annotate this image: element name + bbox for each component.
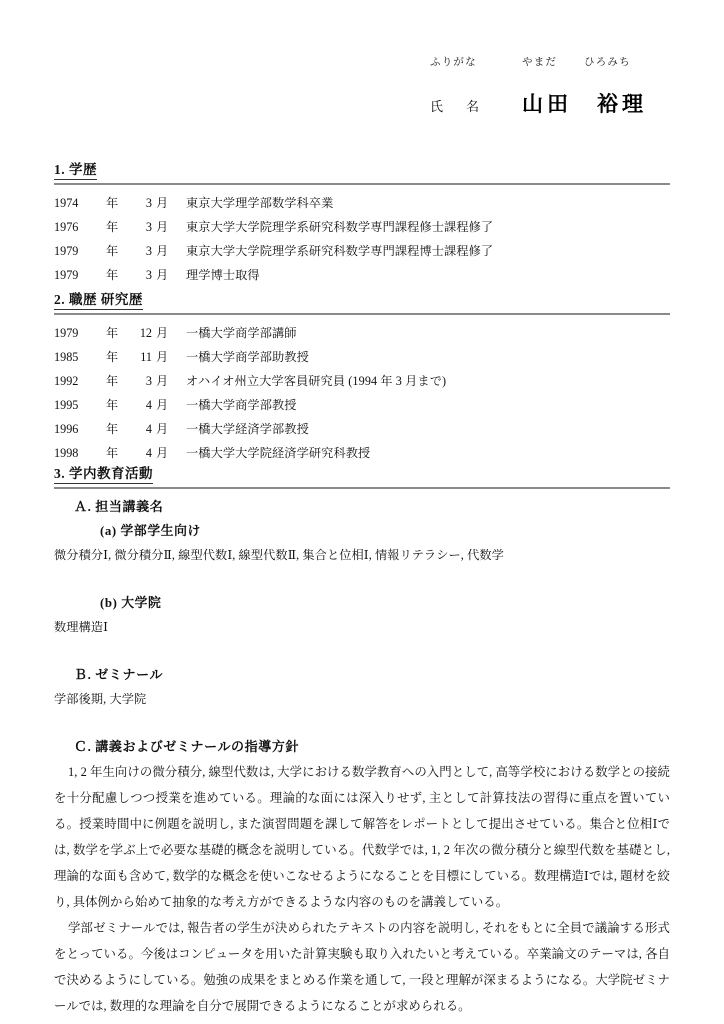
undergraduate-course-list: 微分積分Ⅰ, 微分積分Ⅱ, 線型代数Ⅰ, 線型代数Ⅱ, 集合と位相Ⅰ, 情報リテラシー, 代数学 xyxy=(54,548,504,562)
row-description: 一橋大学大学院経済学研究科教授 xyxy=(186,446,371,460)
row-year-unit: 年 xyxy=(106,244,119,258)
subsection-a-title: Ａ. 担当講義名 xyxy=(74,499,164,514)
section-divider xyxy=(54,313,670,315)
row-year-unit: 年 xyxy=(106,220,119,234)
table-row xyxy=(54,239,670,263)
row-year: 1992 xyxy=(54,374,79,388)
row-year-unit: 年 xyxy=(106,350,119,364)
row-month: 12 xyxy=(139,326,152,340)
table-row xyxy=(54,417,670,441)
row-month: 3 xyxy=(145,268,152,282)
row-month-unit: 月 xyxy=(156,220,169,234)
section-career-title: 2. 職歴 研究歴 xyxy=(54,288,143,310)
row-year: 1979 xyxy=(54,326,79,340)
row-year-unit: 年 xyxy=(106,268,119,282)
section-teaching-title: 3. 学内教育活動 xyxy=(54,462,153,484)
row-year: 1998 xyxy=(54,446,79,460)
table-row xyxy=(54,263,670,287)
row-year: 1985 xyxy=(54,350,79,364)
subsection-b-title: Ｂ. ゼミナール xyxy=(74,667,164,682)
name-label: 氏 名 xyxy=(430,99,485,114)
row-year-unit: 年 xyxy=(106,196,119,210)
section-education-title: 1. 学歴 xyxy=(54,158,97,180)
spacer xyxy=(54,567,670,591)
subsection-c-title: Ｃ. 講義およびゼミナールの指導方針 xyxy=(74,739,300,754)
graduate-course-list: 数理構造Ⅰ xyxy=(54,620,109,634)
row-year: 1979 xyxy=(54,244,79,258)
row-description: 理学博士取得 xyxy=(186,268,260,282)
table-row xyxy=(54,215,670,239)
row-month-unit: 月 xyxy=(156,422,169,436)
table-row xyxy=(54,321,670,345)
row-year-unit: 年 xyxy=(106,422,119,436)
row-month: 4 xyxy=(145,398,152,412)
row-year-unit: 年 xyxy=(106,398,119,412)
row-year-unit: 年 xyxy=(106,326,119,340)
seminar-list: 学部後期, 大学院 xyxy=(54,692,147,706)
row-description: 東京大学大学院理学系研究科数学専門課程博士課程修了 xyxy=(186,244,494,258)
table-row xyxy=(54,191,670,215)
table-row xyxy=(54,369,670,393)
furigana-givenname: ひろみち xyxy=(584,57,631,68)
row-month-unit: 月 xyxy=(156,326,169,340)
row-month-unit: 月 xyxy=(156,398,169,412)
row-month-unit: 月 xyxy=(156,374,169,388)
row-description: 一橋大学経済学部教授 xyxy=(186,422,309,436)
row-year: 1979 xyxy=(54,268,79,282)
row-description: 一橋大学商学部講師 xyxy=(186,326,297,340)
teaching-policy-paragraph-1: 1, 2 年生向けの微分積分, 線型代数は, 大学における数学教育への入門として, 高等学校における数学との接続を十分配慮しつつ授業を進めている。理論的な面には深入りせず, 主として計算技法の習得に重点を置いている。授業時間中に例題を説明し, また演習問題を課して解答をレポートとして提出させている。集合と位相Ⅰでは, 数学を学ぶ上で必要な基礎的概念を説明している。代数学では, 1, 2 年次の微分積分と線型代数を基礎とし, 理論的な面も含めて, 数学的な概念を使いこなせるようになることを目標にしている。数理構造Ⅰでは, 題材を絞り, 具体例から始めて抽象的な考え方ができるような内容のものを講義している。 xyxy=(54,765,670,909)
row-year: 1976 xyxy=(54,220,79,234)
row-month: 4 xyxy=(145,422,152,436)
row-month-unit: 月 xyxy=(156,268,169,282)
row-month: 3 xyxy=(145,196,152,210)
section-education xyxy=(54,158,670,287)
teaching-policy-paragraph-2: 学部ゼミナールでは, 報告者の学生が決められたテキストの内容を説明し, それをもとに全員で議論する形式をとっている。今後はコンピュータを用いた計算実験も取り入れたいと考えている。卒業論文のテーマは, 各自で決めるようにしている。勉強の成果をまとめる作業を通して, 一段と理解が深まるようになる。大学院ゼミナールでは, 数理的な理論を自分で展開できるようになることが求められる。 xyxy=(54,921,670,1013)
subsection-a-item2-title: (b) 大学院 xyxy=(100,596,162,610)
row-month-unit: 月 xyxy=(156,196,169,210)
furigana-surname: やまだ xyxy=(522,57,558,68)
name-row xyxy=(430,88,690,116)
furigana-label: ふりがな xyxy=(430,57,477,68)
spacer xyxy=(54,639,670,663)
row-description: オハイオ州立大学客員研究員 (1994 年 3 月まで) xyxy=(186,374,447,388)
section-divider xyxy=(54,487,670,489)
name-value: 山田 裕理 xyxy=(522,92,647,116)
subsection-a-item1-title: (a) 学部学生向け xyxy=(100,524,201,538)
section-career xyxy=(54,288,670,465)
row-month: 3 xyxy=(145,244,152,258)
row-month: 11 xyxy=(140,350,152,364)
section-divider xyxy=(54,183,670,185)
row-description: 東京大学大学院理学系研究科数学専門課程修士課程修了 xyxy=(186,220,494,234)
row-description: 一橋大学商学部教授 xyxy=(186,398,297,412)
row-month-unit: 月 xyxy=(156,244,169,258)
row-month: 3 xyxy=(145,220,152,234)
table-row xyxy=(54,393,670,417)
section-teaching xyxy=(54,462,670,1019)
row-year-unit: 年 xyxy=(106,374,119,388)
row-year: 1996 xyxy=(54,422,79,436)
spacer xyxy=(54,711,670,735)
furigana-row xyxy=(430,54,690,70)
row-year-unit: 年 xyxy=(106,446,119,460)
table-row xyxy=(54,345,670,369)
row-month: 3 xyxy=(145,374,152,388)
row-year: 1995 xyxy=(54,398,79,412)
row-year: 1974 xyxy=(54,196,79,210)
row-month: 4 xyxy=(145,446,152,460)
row-month-unit: 月 xyxy=(156,350,169,364)
row-description: 一橋大学商学部助教授 xyxy=(186,350,309,364)
row-month-unit: 月 xyxy=(156,446,169,460)
name-header-block xyxy=(430,54,690,116)
row-description: 東京大学理学部数学科卒業 xyxy=(186,196,334,210)
